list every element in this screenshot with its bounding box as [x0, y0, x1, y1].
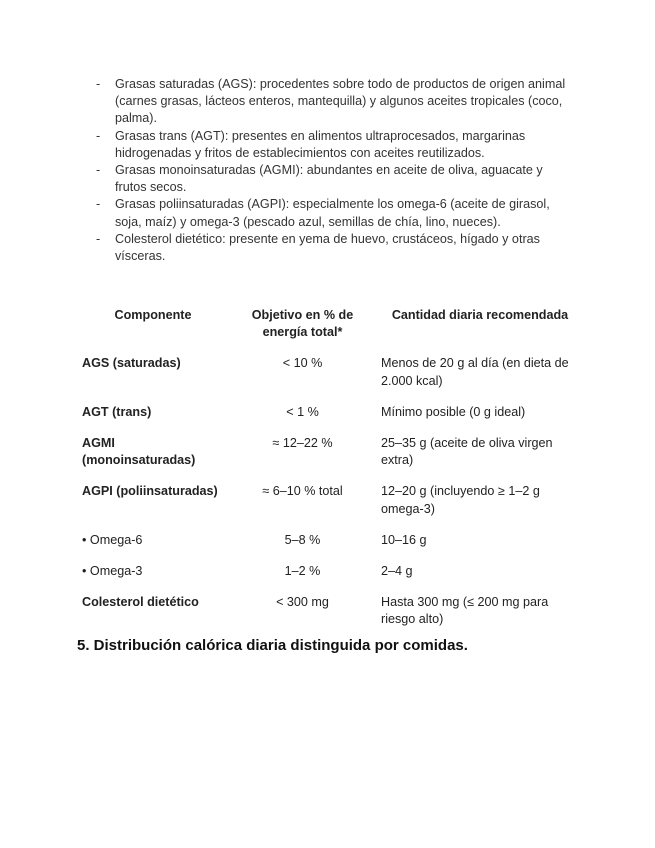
target-cell: < 10 %: [282, 356, 323, 371]
section-heading: 5. Distribución calórica diaria distinguida por comidas.: [77, 637, 468, 654]
amount-cell: 12–20 g (incluyendo ≥ 1–2 g omega-3): [381, 484, 540, 516]
fat-types-list: [96, 76, 576, 265]
header-energy-target: Objetivo en % de energía total*: [251, 308, 354, 340]
list-item: [96, 231, 576, 265]
list-item-text: Grasas monoinsaturadas (AGMI): abundantes en aceite de oliva, aguacate y frutos secos.: [115, 163, 543, 195]
bullet-dash: -: [96, 77, 101, 91]
component-cell: • Omega-6: [82, 532, 143, 547]
amount-cell: Mínimo posible (0 g ideal): [381, 404, 526, 419]
component-cell: Colesterol dietético: [82, 595, 199, 610]
amount-cell: Menos de 20 g al día (en dieta de 2.000 kcal): [381, 356, 569, 388]
bullet-dash: -: [96, 231, 101, 246]
amount-cell: 10–16 g: [381, 532, 427, 547]
header-daily-amount: Cantidad diaria recomendada: [391, 308, 569, 322]
table-row: [76, 402, 585, 433]
list-item: [96, 76, 576, 128]
list-item: [96, 196, 576, 230]
list-item-text: Colesterol dietético: presente en yema de huevo, crustáceos, hígado y otras vísceras.: [115, 231, 540, 264]
list-item: [96, 162, 576, 196]
list-item-text: Grasas poliinsaturadas (AGPI): especialmente los omega-6 (aceite de girasol, soja, maíz) y omega-3 (pescado azul, semillas de chía, lino, nueces).: [115, 197, 550, 229]
table-row: [76, 592, 585, 640]
target-cell: 5–8 %: [284, 532, 321, 547]
bullet-dash: -: [96, 128, 101, 143]
target-cell: 1–2 %: [284, 564, 321, 579]
list-item-text: Grasas saturadas (AGS): procedentes sobre todo de productos de origen animal (carnes grasas, lácteos enteros, mantequilla) y algunos aceites tropicales (coco, palma).: [115, 77, 566, 126]
component-cell: AGS (saturadas): [82, 356, 181, 371]
component-cell: AGPI (poliinsaturadas): [82, 484, 218, 499]
target-cell: < 1 %: [286, 404, 319, 419]
header-component: Componente: [114, 308, 192, 322]
amount-cell: 2–4 g: [381, 564, 413, 579]
bullet-dash: -: [96, 163, 101, 178]
component-cell: • Omega-3: [82, 564, 143, 579]
target-cell: < 300 mg: [276, 595, 329, 610]
amount-cell: 25–35 g (aceite de oliva virgen extra): [381, 436, 553, 468]
list-item-text: Grasas trans (AGT): presentes en alimentos ultraprocesados, margarinas hidrogenadas y fritos de establecimientos con aceites reutilizados.: [115, 128, 526, 160]
target-cell: ≈ 6–10 % total: [262, 484, 343, 499]
table-row: [76, 433, 585, 481]
component-cell: AGT (trans): [82, 404, 152, 419]
amount-cell: Hasta 300 mg (≤ 200 mg para riesgo alto): [381, 595, 549, 627]
table-row: [76, 353, 585, 401]
table-row: [76, 561, 585, 592]
table-header-row: [76, 303, 585, 353]
component-cell: AGMI (monoinsaturadas): [82, 436, 196, 468]
target-cell: ≈ 12–22 %: [272, 436, 333, 451]
table-row: [76, 530, 585, 561]
table-row: [76, 481, 585, 529]
list-item: [96, 128, 576, 162]
fat-recommendations-table: [76, 303, 585, 641]
bullet-dash: -: [96, 197, 101, 212]
